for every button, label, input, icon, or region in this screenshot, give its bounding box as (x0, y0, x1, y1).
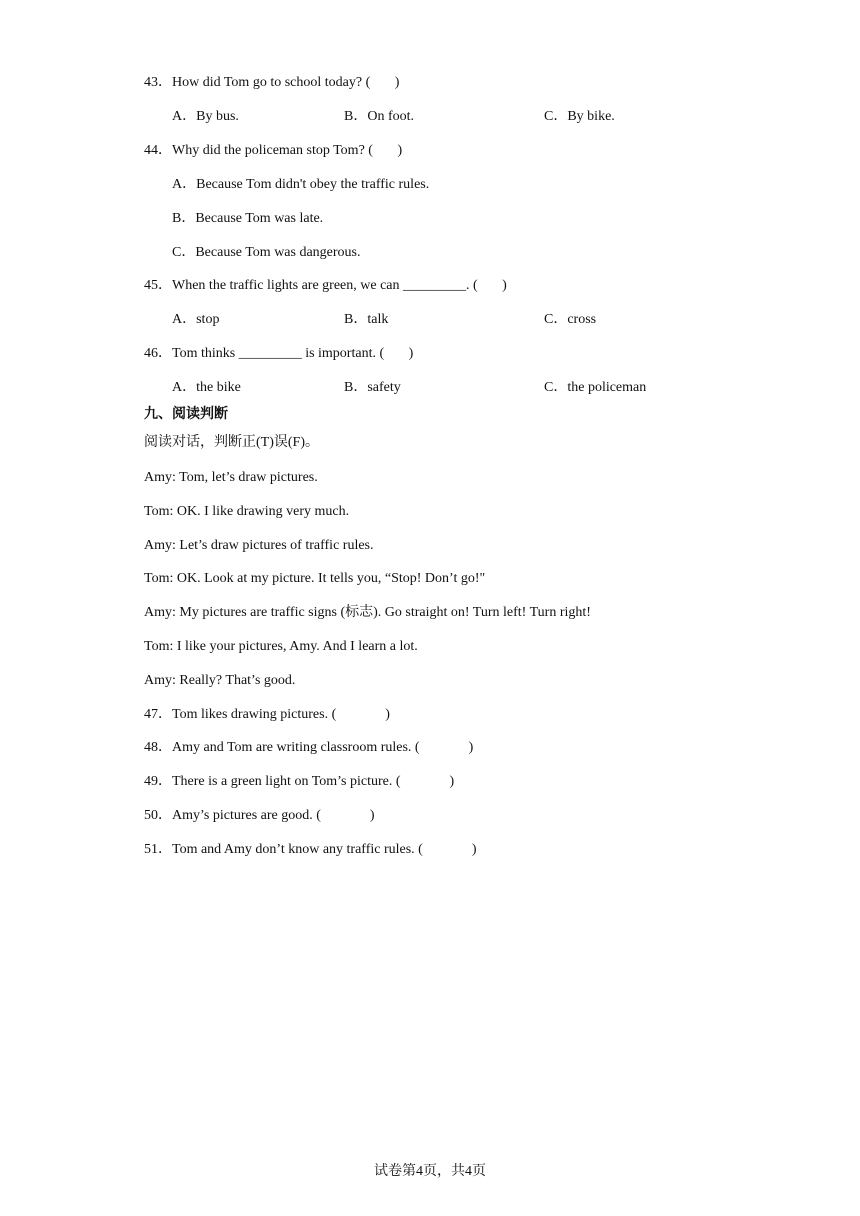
question-44: 44．Why did the policeman stop Tom? ( ) (144, 143, 403, 158)
q43-option-b: B．On foot. (344, 109, 414, 124)
statement-51: 51．Tom and Amy don’t know any traffic rules. ( ) (144, 842, 477, 857)
q46-option-a: A．the bike (172, 380, 241, 395)
dialogue-line: Amy: Really? That’s good. (144, 673, 296, 688)
q45-option-a: A．stop (172, 312, 220, 327)
dialogue-line: Tom: OK. I like drawing very much. (144, 504, 350, 519)
dialogue-line: Amy: Let’s draw pictures of traffic rules. (144, 538, 374, 553)
q46-option-c: C．the policeman (544, 380, 647, 395)
page-footer: 试卷第4页，共4页 (374, 1164, 486, 1179)
statement-48: 48．Amy and Tom are writing classroom rules. ( ) (144, 740, 474, 755)
dialogue-line: Amy: My pictures are traffic signs (标志). Go straight on! Turn left! Turn right! (144, 605, 591, 620)
section-instruction: 阅读对话，判断正(T)误(F)。 (144, 435, 319, 450)
question-46: 46．Tom thinks _________ is important. ( ) (144, 346, 414, 361)
dialogue-line: Tom: I like your pictures, Amy. And I learn a lot. (144, 639, 418, 654)
statement-47: 47．Tom likes drawing pictures. ( ) (144, 707, 390, 722)
dialogue-line: Tom: OK. Look at my picture. It tells you, “Stop! Don’t go!" (144, 571, 486, 586)
question-45: 45．When the traffic lights are green, we can _________. ( ) (144, 278, 507, 293)
section-heading: 九、阅读判断 (144, 407, 228, 422)
statement-50: 50．Amy’s pictures are good. ( ) (144, 808, 375, 823)
q45-option-b: B．talk (344, 312, 389, 327)
q43-option-c: C．By bike. (544, 109, 615, 124)
q44-option-b: B．Because Tom was late. (172, 211, 324, 226)
q43-option-a: A．By bus. (172, 109, 239, 124)
q46-option-b: B．safety (344, 380, 401, 395)
q44-option-c: C．Because Tom was dangerous. (172, 245, 361, 260)
question-43: 43．How did Tom go to school today? ( ) (144, 75, 400, 90)
q45-option-c: C．cross (544, 312, 597, 327)
statement-49: 49．There is a green light on Tom’s picture. ( ) (144, 774, 455, 789)
dialogue-line: Amy: Tom, let’s draw pictures. (144, 470, 318, 485)
q44-option-a: A．Because Tom didn't obey the traffic rules. (172, 177, 430, 192)
